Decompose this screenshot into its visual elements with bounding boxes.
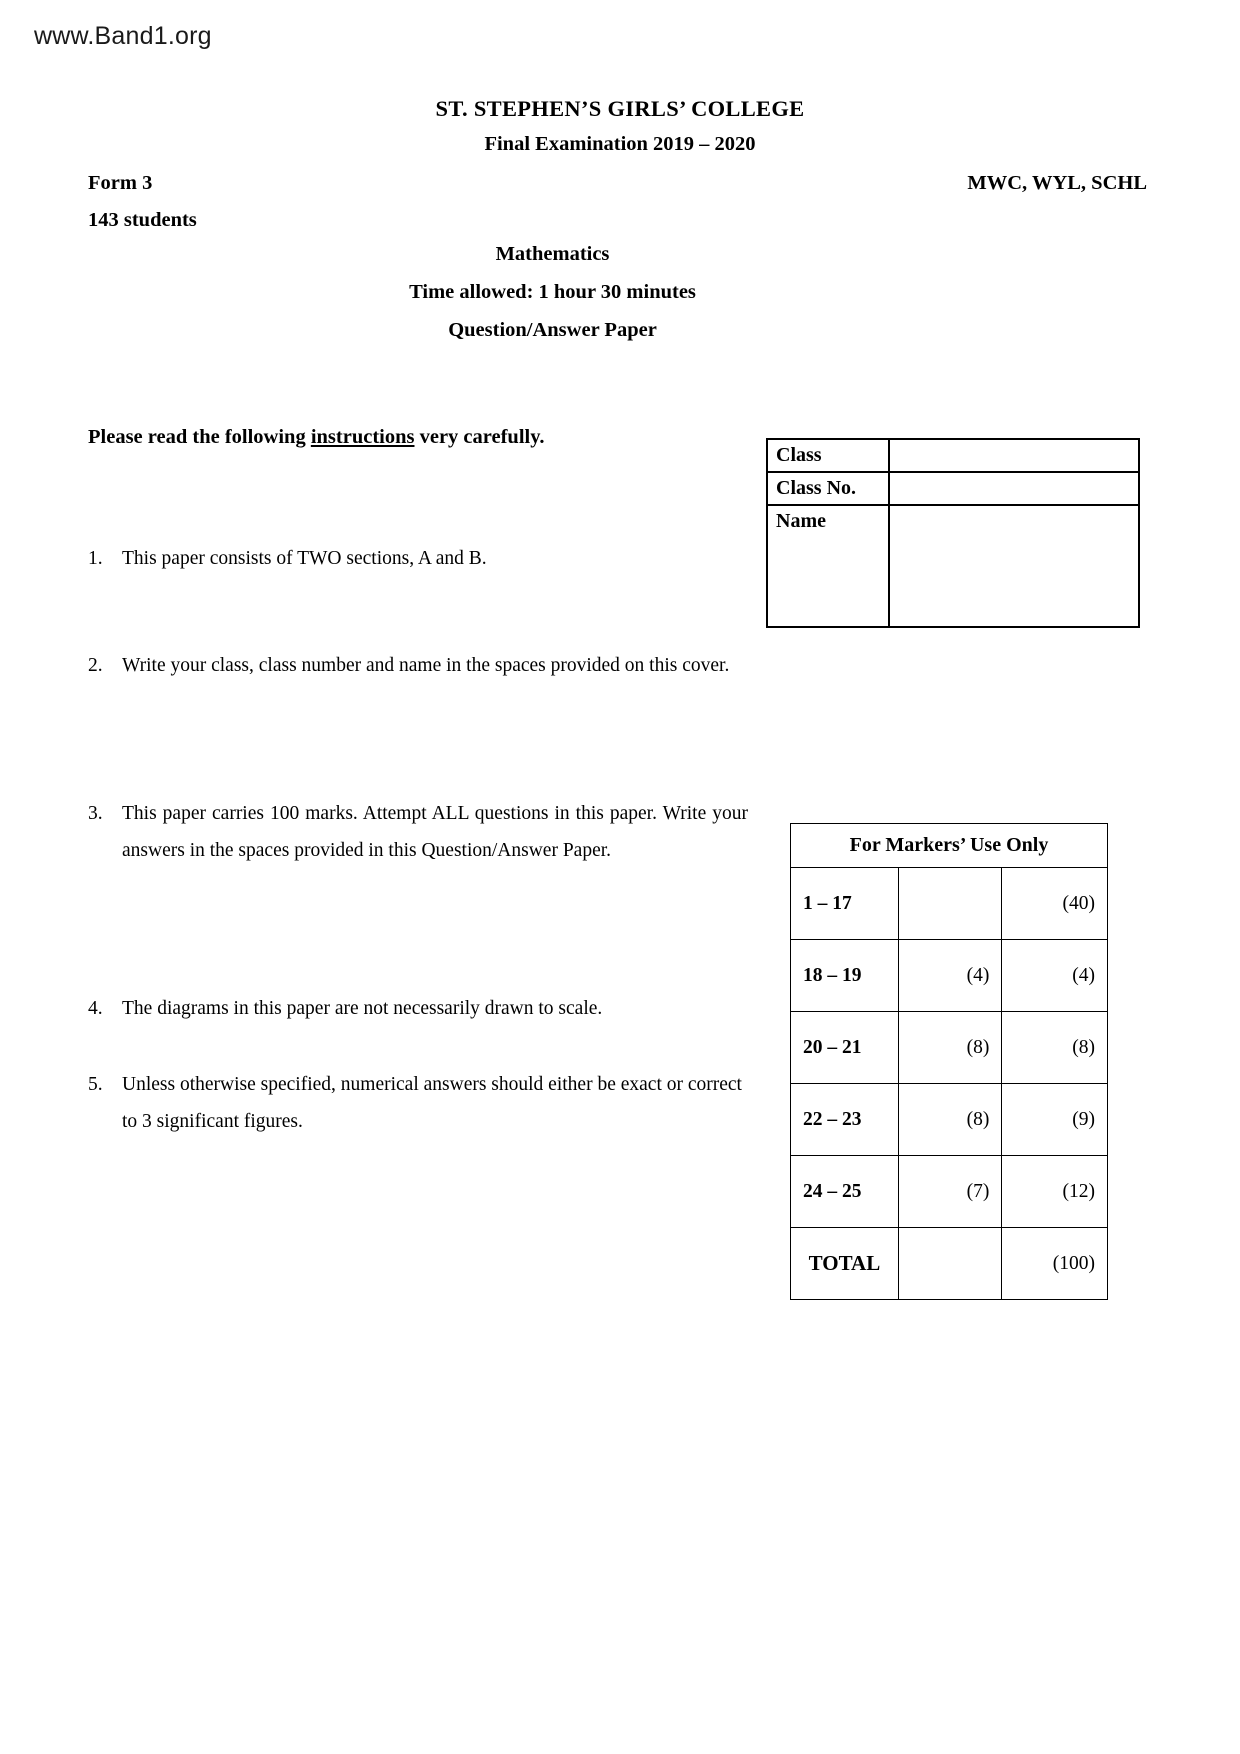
marks-awarded-cell[interactable]: (4): [898, 940, 1001, 1012]
instructions-heading-before: Please read the following: [88, 426, 311, 448]
instruction-number: 1.: [88, 548, 103, 569]
instruction-number: 5.: [88, 1074, 103, 1095]
instruction-text: This paper carries 100 marks. Attempt ALL questions in this paper. Write your answers in the spaces provided in this Question/Answer Paper.: [122, 803, 748, 861]
total-label: TOTAL: [791, 1228, 899, 1300]
subject-title: Mathematics: [495, 243, 610, 265]
instruction-text: Write your class, class number and name in the spaces provided on this cover.: [122, 655, 730, 676]
candidate-info-table: [766, 438, 1140, 628]
class-no-input-cell[interactable]: [889, 472, 1139, 505]
table-row: [791, 1084, 1108, 1156]
question-range: 24 – 25: [791, 1156, 899, 1228]
marks-total-cell: (40): [1002, 868, 1108, 940]
paper-type: Question/Answer Paper: [448, 319, 657, 341]
instruction-number: 3.: [88, 803, 103, 824]
marks-awarded-cell[interactable]: (7): [898, 1156, 1001, 1228]
name-input-cell[interactable]: [889, 505, 1139, 627]
exam-title: Final Examination 2019 – 2020: [484, 133, 756, 155]
instruction-item: [88, 647, 748, 684]
instruction-item: [88, 1066, 748, 1140]
table-row: [767, 472, 1139, 505]
total-marks-cell: (100): [1002, 1228, 1108, 1300]
markers-table-title: For Markers’ Use Only: [791, 824, 1108, 868]
question-range: 22 – 23: [791, 1084, 899, 1156]
table-row: [767, 439, 1139, 472]
site-watermark: www.Band1.org: [34, 22, 212, 50]
class-label: Class: [767, 439, 889, 472]
instruction-item: [88, 795, 748, 869]
table-header-row: [791, 824, 1108, 868]
school-name: ST. STEPHEN’S GIRLS’ COLLEGE: [435, 96, 805, 121]
table-row: [791, 940, 1108, 1012]
instruction-item: [88, 540, 748, 577]
table-row: [791, 1228, 1108, 1300]
marks-awarded-cell[interactable]: (8): [898, 1084, 1001, 1156]
marks-total-cell: (4): [1002, 940, 1108, 1012]
marks-total-cell: (8): [1002, 1012, 1108, 1084]
markers-use-only-table: [790, 823, 1108, 1300]
teacher-initials: MWC, WYL, SCHL: [967, 172, 1147, 194]
table-row: [791, 1156, 1108, 1228]
question-range: 18 – 19: [791, 940, 899, 1012]
marks-total-cell: (12): [1002, 1156, 1108, 1228]
marks-awarded-cell[interactable]: (8): [898, 1012, 1001, 1084]
total-awarded-cell[interactable]: [898, 1228, 1001, 1300]
time-allowed: Time allowed: 1 hour 30 minutes: [409, 281, 696, 303]
instruction-number: 2.: [88, 655, 103, 676]
question-range: 20 – 21: [791, 1012, 899, 1084]
table-row: [791, 868, 1108, 940]
question-range: 1 – 17: [791, 868, 899, 940]
name-label: Name: [767, 505, 889, 627]
instruction-text: This paper consists of TWO sections, A and B.: [122, 548, 487, 569]
form-label: Form 3: [88, 172, 153, 194]
instruction-number: 4.: [88, 998, 103, 1019]
instruction-item: [88, 990, 748, 1027]
instruction-text: The diagrams in this paper are not necessarily drawn to scale.: [122, 998, 603, 1019]
class-input-cell[interactable]: [889, 439, 1139, 472]
marks-total-cell: (9): [1002, 1084, 1108, 1156]
table-row: [767, 505, 1139, 627]
marks-awarded-cell[interactable]: [898, 868, 1001, 940]
table-row: [791, 1012, 1108, 1084]
student-count: 143 students: [88, 209, 197, 231]
instructions-heading-after: very carefully.: [414, 426, 545, 448]
instruction-text: Unless otherwise specified, numerical answers should either be exact or correct to 3 significant figures.: [122, 1074, 742, 1132]
instructions-heading-underlined: instructions: [310, 426, 415, 448]
instructions-heading: [88, 426, 544, 449]
class-no-label: Class No.: [767, 472, 889, 505]
